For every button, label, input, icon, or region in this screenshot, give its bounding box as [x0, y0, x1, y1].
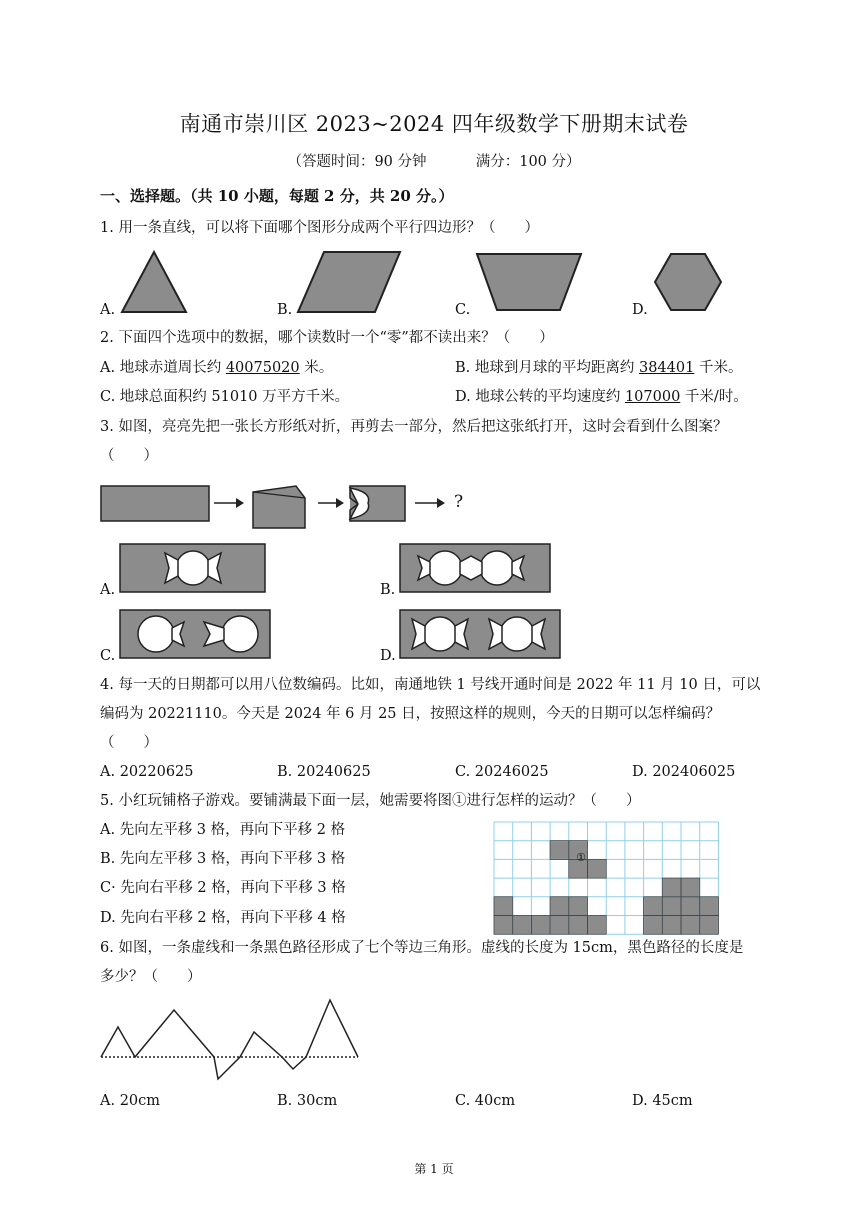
- q3-stem: 3. 如图，亮亮先把一张长方形纸对折，再剪去一部分，然后把这张纸打开，这时会看到什么图案？: [100, 419, 728, 435]
- q2-a-unit: 米。: [299, 360, 334, 376]
- black-path: [101, 1000, 358, 1079]
- q5-stem: 5. 小红玩铺格子游戏。要铺满最下面一层，她需要将图①进行怎样的运动？（ ）: [100, 793, 641, 809]
- q1-option-d[interactable]: D.: [632, 302, 648, 318]
- q2-stem: 2. 下面四个选项中的数据，哪个读数时一个“零”都不读出来？（ ）: [100, 330, 554, 346]
- q6-option-a[interactable]: A. 20cm: [100, 1093, 161, 1109]
- q4-answer-paren: （ ）: [100, 735, 158, 751]
- q2-d-text: D. 地球公转的平均速度约: [455, 389, 625, 405]
- q3-option-a[interactable]: A.: [100, 582, 116, 598]
- q2-a-text: A. 地球赤道周长约: [100, 360, 226, 376]
- q1-option-b[interactable]: B.: [277, 302, 293, 318]
- q2-b-unit: 千米。: [694, 360, 743, 376]
- q4-option-a[interactable]: A. 20220625: [100, 764, 194, 780]
- q4-stem-line1: 4. 每一天的日期都可以用八位数编码。比如，南通地铁 1 号线开通时间是 2022 年 11 月 10 日，可以: [100, 677, 761, 693]
- q6-option-b[interactable]: B. 30cm: [277, 1093, 338, 1109]
- q2-d-number: 107000: [624, 389, 681, 405]
- q2-b-text: B. 地球到月球的平均距离约: [455, 360, 639, 376]
- q3-answer-paren: （ ）: [100, 448, 158, 464]
- q1-option-a[interactable]: A.: [100, 302, 116, 318]
- exam-time: （答题时间：90 分钟: [287, 154, 427, 170]
- q4-option-b[interactable]: B. 20240625: [277, 764, 371, 780]
- q6-stem-line2: 多少？（ ）: [100, 969, 202, 985]
- q1-option-c[interactable]: C.: [455, 302, 471, 318]
- q5-piece-label: ①: [576, 851, 586, 864]
- q5-option-d[interactable]: D. 先向右平移 2 格，再向下平移 4 格: [100, 910, 346, 926]
- q2-a-number: 40075020: [225, 360, 300, 376]
- exam-score: 满分：100 分）: [475, 154, 581, 170]
- q4-option-d[interactable]: D. 202406025: [632, 764, 736, 780]
- q6-stem-line1: 6. 如图，一条虚线和一条黑色路径形成了七个等边三角形。虚线的长度为 15cm，黑色路径的长度是: [100, 940, 744, 956]
- q2-option-c[interactable]: C. 地球总面积约 51010 万平方千米。: [100, 389, 350, 405]
- q5-option-b[interactable]: B. 先向左平移 3 格，再向下平移 3 格: [100, 851, 346, 867]
- q6-option-d[interactable]: D. 45cm: [632, 1093, 693, 1109]
- q6-option-c[interactable]: C. 40cm: [455, 1093, 516, 1109]
- q4-stem-line2: 编码为 20221110。今天是 2024 年 6 月 25 日，按照这样的规则，今天的日期可以怎样编码？: [100, 706, 721, 722]
- q3-option-d[interactable]: D.: [380, 648, 396, 664]
- q4-option-c[interactable]: C. 20246025: [455, 764, 549, 780]
- q2-d-unit: 千米/时。: [680, 389, 748, 405]
- q5-option-a[interactable]: A. 先向左平移 3 格，再向下平移 2 格: [100, 822, 346, 838]
- q5-option-c[interactable]: C· 先向右平移 2 格，再向下平移 3 格: [100, 880, 346, 896]
- page-number: 第 1 页: [414, 1162, 454, 1176]
- q3-question-mark: ?: [454, 492, 464, 512]
- page-title: 南通市崇川区 2023~2024 四年级数学下册期末试卷: [179, 112, 689, 136]
- q2-b-number: 384401: [638, 360, 695, 376]
- q3-option-c[interactable]: C.: [100, 648, 116, 664]
- q1-stem: 1. 用一条直线，可以将下面哪个图形分成两个平行四边形？（ ）: [100, 220, 539, 236]
- section-heading: 一、选择题。（共 10 小题，每题 2 分，共 20 分。）: [100, 187, 454, 205]
- q3-option-b[interactable]: B.: [380, 582, 396, 598]
